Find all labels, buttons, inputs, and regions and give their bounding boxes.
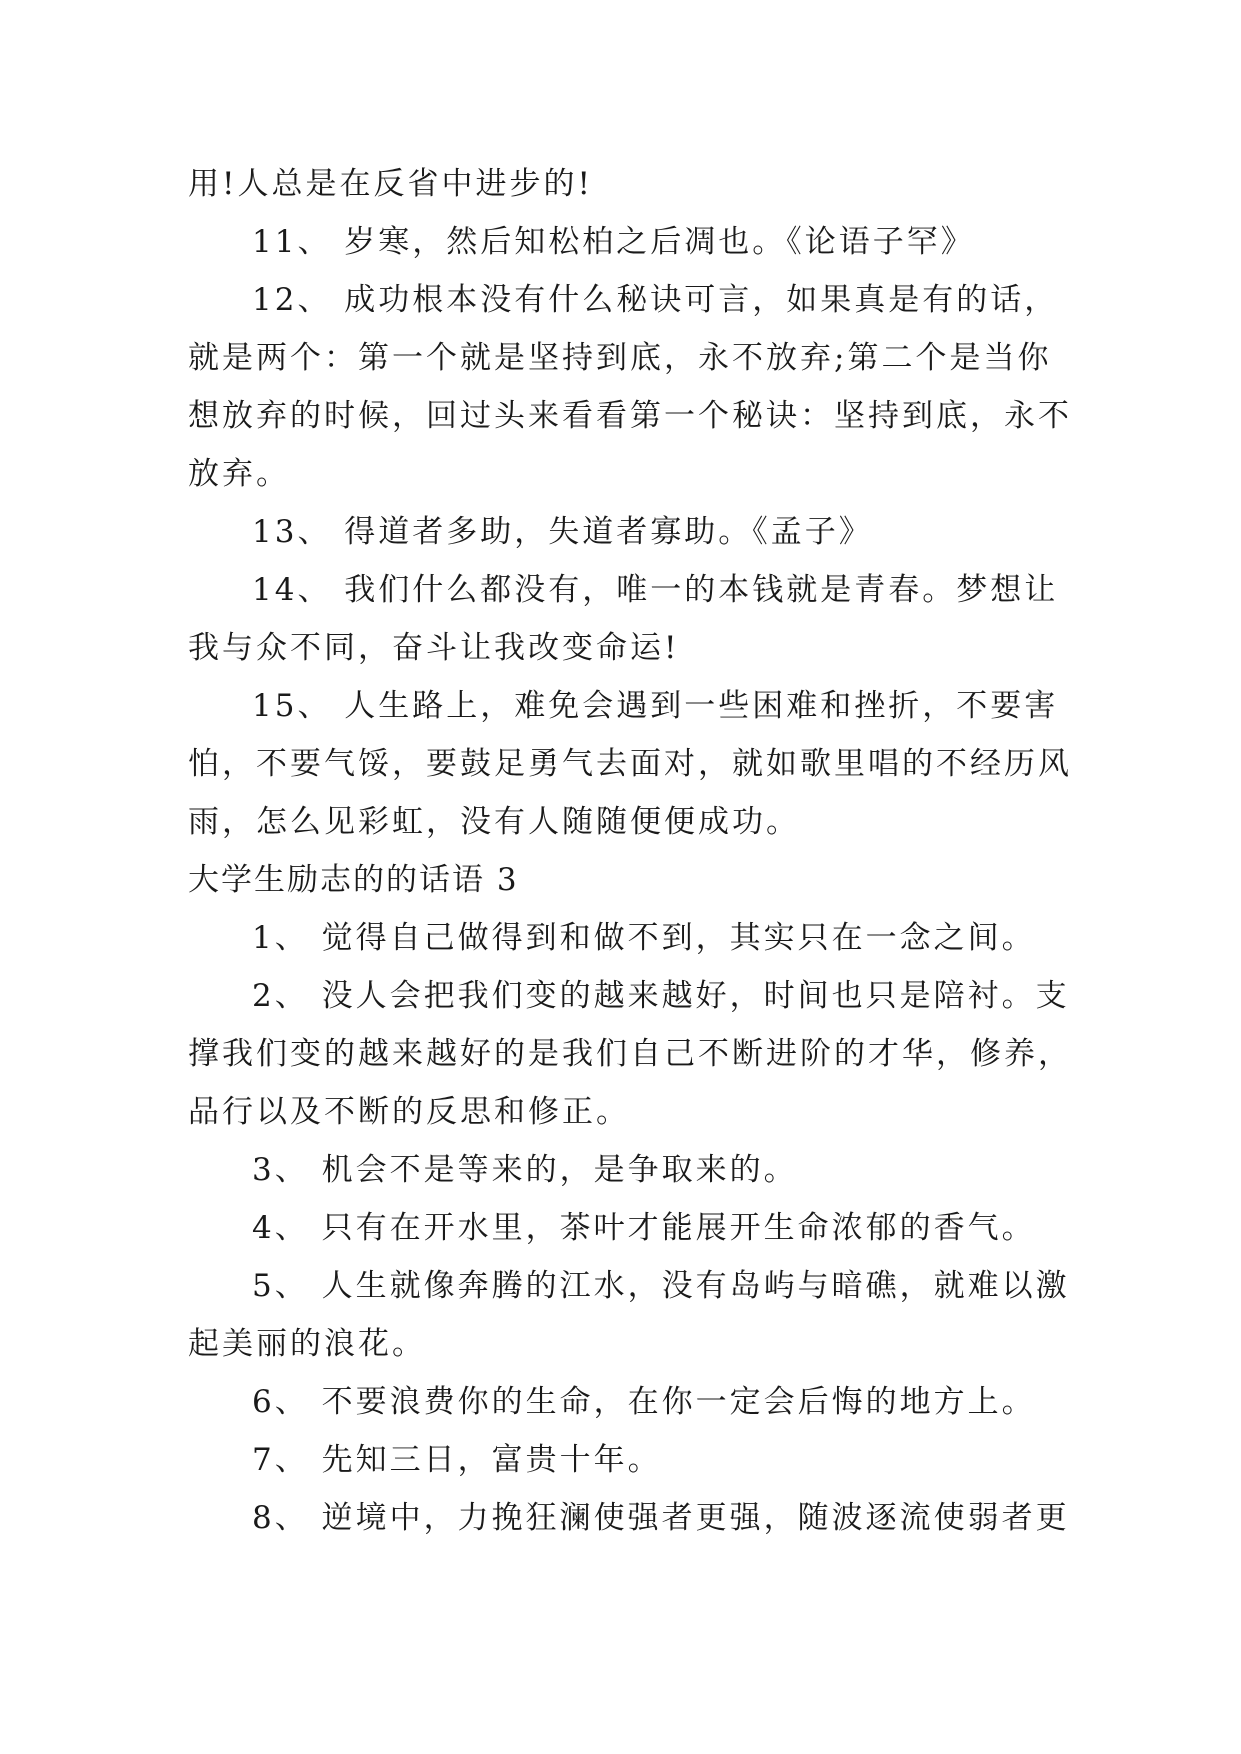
- text-line: 就是两个：第一个就是坚持到底，永不放弃;第二个是当你: [188, 340, 1052, 376]
- text-line: 怕，不要气馁，要鼓足勇气去面对，就如歌里唱的不经历风: [188, 746, 1072, 782]
- quote-item-15: 15、 人生路上，难免会遇到一些困难和挫折，不要害: [252, 688, 1059, 724]
- quote-item-11: 11、 岁寒，然后知松柏之后凋也。《论语子罕》: [252, 224, 975, 260]
- text-line: 想放弃的时候，回过头来看看第一个秘诀：坚持到底，永不: [188, 398, 1072, 434]
- quote-item-5: 5、 人生就像奔腾的江水，没有岛屿与暗礁，就难以激: [252, 1268, 1070, 1304]
- text-line: 用!人总是在反省中进步的!: [188, 166, 593, 202]
- quote-item-1: 1、 觉得自己做得到和做不到，其实只在一念之间。: [252, 920, 1036, 956]
- quote-item-13: 13、 得道者多助，失道者寡助。《孟子》: [252, 514, 873, 550]
- text-line: 品行以及不断的反思和修正。: [188, 1094, 630, 1130]
- quote-item-7: 7、 先知三日，富贵十年。: [252, 1442, 662, 1478]
- section-heading: 大学生励志的的话语 3: [188, 862, 519, 898]
- text-line: 雨，怎么见彩虹，没有人随随便便成功。: [188, 804, 800, 840]
- text-line: 我与众不同，奋斗让我改变命运!: [188, 630, 680, 666]
- quote-item-4: 4、 只有在开水里，茶叶才能展开生命浓郁的香气。: [252, 1210, 1036, 1246]
- text-line: 放弃。: [188, 456, 290, 492]
- document-body: [188, 155, 1072, 1547]
- quote-item-6: 6、 不要浪费你的生命，在你一定会后悔的地方上。: [252, 1384, 1036, 1420]
- quote-item-2: 2、 没人会把我们变的越来越好，时间也只是陪衬。支: [252, 978, 1070, 1014]
- text-line: 起美丽的浪花。: [188, 1326, 426, 1362]
- quote-item-3: 3、 机会不是等来的，是争取来的。: [252, 1152, 798, 1188]
- quote-item-12: 12、 成功根本没有什么秘诀可言，如果真是有的话，: [252, 282, 1059, 318]
- quote-item-14: 14、 我们什么都没有，唯一的本钱就是青春。梦想让: [252, 572, 1059, 608]
- quote-item-8: 8、 逆境中，力挽狂澜使强者更强，随波逐流使弱者更: [252, 1500, 1070, 1536]
- text-line: 撑我们变的越来越好的是我们自己不断进阶的才华，修养，: [188, 1036, 1072, 1072]
